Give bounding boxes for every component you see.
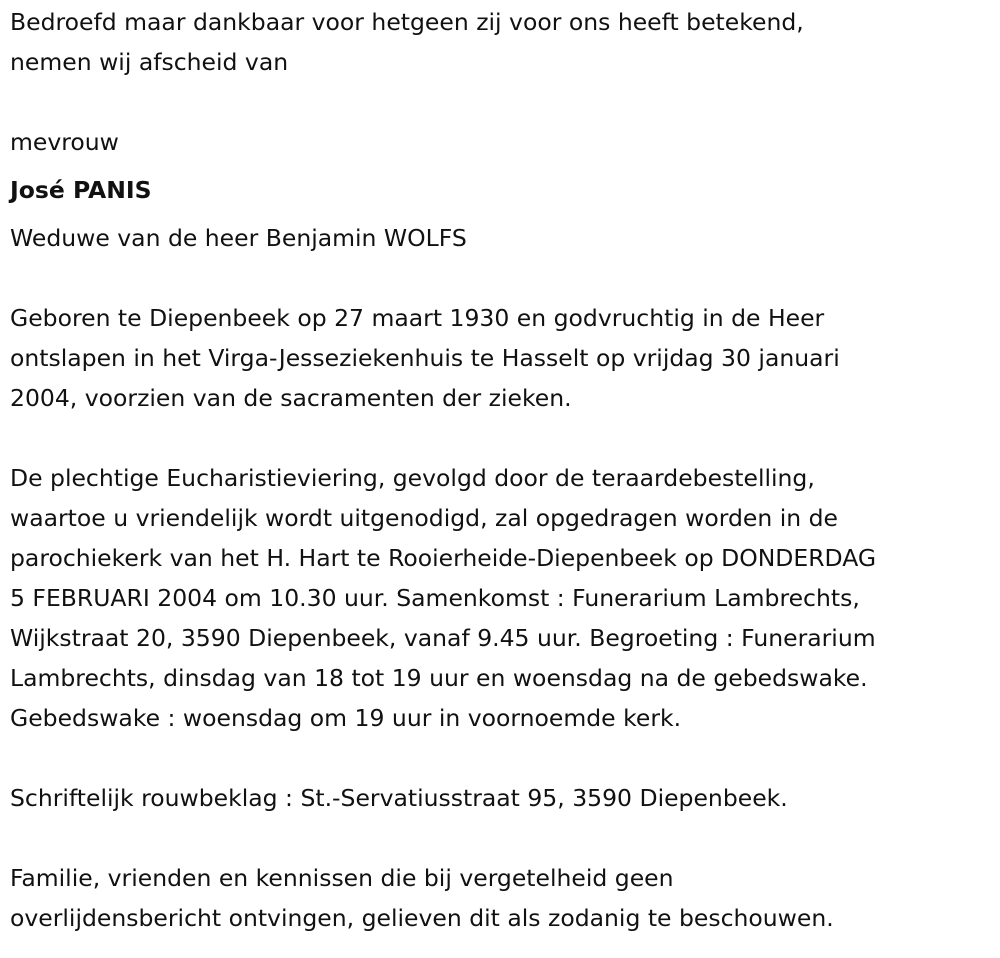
ceremony-line-1: De plechtige Eucharistieviering, gevolgd door de teraardebestelling, [10, 464, 815, 492]
widow-of-line: Weduwe van de heer Benjamin WOLFS [10, 224, 467, 252]
deceased-name: José PANIS [10, 176, 152, 204]
intro-line-2: nemen wij afscheid van [10, 48, 289, 76]
closing-line-1: Familie, vrienden en kennissen die bij vergetelheid geen [10, 864, 674, 892]
ceremony-line-7: Gebedswake : woensdag om 19 uur in voornoemde kerk. [10, 704, 682, 732]
condolence-address: Schriftelijk rouwbeklag : St.-Servatiusstraat 95, 3590 Diepenbeek. [10, 784, 788, 812]
intro-line-1: Bedroefd maar dankbaar voor hetgeen zij voor ons heeft betekend, [10, 8, 804, 36]
ceremony-line-2: waartoe u vriendelijk wordt uitgenodigd, zal opgedragen worden in de [10, 504, 838, 532]
closing-paragraph [10, 858, 995, 938]
ceremony-line-5: Wijkstraat 20, 3590 Diepenbeek, vanaf 9.45 uur. Begroeting : Funerarium [10, 624, 876, 652]
obituary-notice [10, 2, 995, 938]
ceremony-paragraph [10, 458, 995, 738]
intro-paragraph [10, 2, 995, 258]
birth-death-paragraph [10, 298, 995, 418]
ceremony-line-6: Lambrechts, dinsdag van 18 tot 19 uur en woensdag na de gebedswake. [10, 664, 868, 692]
birth-line-2: ontslapen in het Virga-Jesseziekenhuis te Hasselt op vrijdag 30 januari [10, 344, 840, 372]
ceremony-line-3: parochiekerk van het H. Hart te Rooierheide-Diepenbeek op DONDERDAG [10, 544, 877, 572]
honorific-title: mevrouw [10, 128, 119, 156]
birth-line-1: Geboren te Diepenbeek op 27 maart 1930 en godvruchtig in de Heer [10, 304, 825, 332]
birth-line-3: 2004, voorzien van de sacramenten der zieken. [10, 384, 572, 412]
ceremony-line-4: 5 FEBRUARI 2004 om 10.30 uur. Samenkomst : Funerarium Lambrechts, [10, 584, 860, 612]
condolence-paragraph [10, 778, 995, 818]
closing-line-2: overlijdensbericht ontvingen, gelieven dit als zodanig te beschouwen. [10, 904, 834, 932]
